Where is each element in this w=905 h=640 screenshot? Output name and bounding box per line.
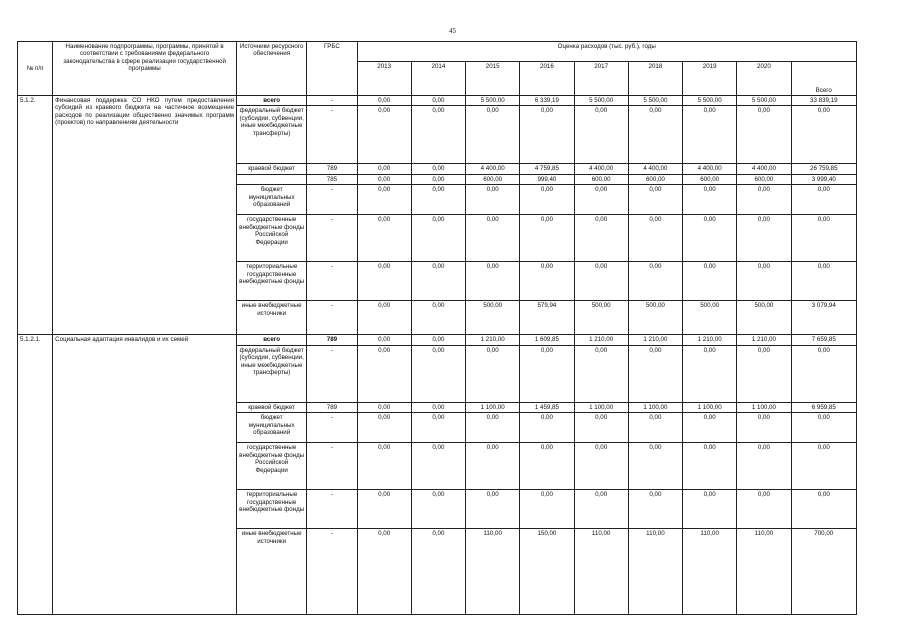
header-year: 2013 [357,62,411,96]
year-value: 0,00 [411,335,465,345]
year-value: 110,00 [574,529,628,615]
header-source: Источники ресурсного обеспечения [237,42,307,96]
year-value: 0,00 [357,443,411,490]
year-value: 600,00 [466,174,520,184]
year-value: 0,00 [357,215,411,262]
year-value: 0,00 [357,262,411,301]
row-total: 0,00 [791,345,856,402]
funding-source: государственные внебюджетные фонды Российской Федерации [237,215,307,262]
header-year: 2014 [411,62,465,96]
year-value: 0,00 [574,413,628,443]
year-value: 1 210,00 [628,335,682,345]
funding-source: бюджет муниципальных образований [237,413,307,443]
year-value: 1 100,00 [628,402,682,412]
table-row [18,335,857,345]
year-value: 0,00 [411,215,465,262]
year-value: 0,00 [411,301,465,335]
grbs-code: 789 [307,164,357,174]
row-total: 0,00 [791,413,856,443]
header-estimate: Оценка расходов (тыс. руб.), годы [357,42,856,62]
year-value: 0,00 [520,443,574,490]
year-value: 0,00 [411,345,465,402]
year-value: 0,00 [357,335,411,345]
year-value: 110,00 [628,529,682,615]
year-value: 0,00 [411,164,465,174]
program-name: Социальная адаптация инвалидов и их семей [53,335,237,615]
header-grbs: ГРБС [307,42,357,96]
funding-source: краевой бюджет [237,402,307,412]
year-value: 0,00 [411,529,465,615]
year-value: 0,00 [520,106,574,164]
header-year: 2019 [683,62,737,96]
year-value: 110,00 [683,529,737,615]
funding-source: иные внебюджетные источники [237,301,307,335]
year-value: 0,00 [520,215,574,262]
year-value: 0,00 [357,185,411,215]
year-value: 0,00 [411,443,465,490]
year-value: 500,00 [628,301,682,335]
year-value: 0,00 [466,215,520,262]
row-total: 0,00 [791,215,856,262]
year-value: 0,00 [411,402,465,412]
year-value: 0,00 [574,345,628,402]
row-total: 0,00 [791,185,856,215]
year-value: 0,00 [683,413,737,443]
grbs-code: 789 [307,402,357,412]
year-value: 5 500,00 [737,96,791,106]
grbs-code: - [307,185,357,215]
year-value: 1 100,00 [683,402,737,412]
year-value: 0,00 [628,262,682,301]
year-value: 600,00 [574,174,628,184]
year-value: 1 100,00 [466,402,520,412]
header-year: 2020 [737,62,791,96]
grbs-code: 785 [307,174,357,184]
year-value: 0,00 [737,413,791,443]
year-value: 0,00 [411,96,465,106]
year-value: 110,00 [737,529,791,615]
year-value: 0,00 [574,215,628,262]
row-total: 0,00 [791,443,856,490]
grbs-code: - [307,529,357,615]
year-value: 6 339,19 [520,96,574,106]
grbs-code: - [307,443,357,490]
year-value: 5 500,00 [628,96,682,106]
program-name: Финансовая поддержка СО НКО путем предоставления субсидий из краевого бюджета на частичное возмещение расходов по реализации общественно значимых программ (проектов) по направлениям деятельности [53,96,237,335]
year-value: 0,00 [520,413,574,443]
grbs-code: - [307,413,357,443]
year-value: 0,00 [357,529,411,615]
year-value: 999,40 [520,174,574,184]
year-value: 0,00 [683,443,737,490]
year-value: 0,00 [411,262,465,301]
year-value: 0,00 [737,106,791,164]
year-value: 0,00 [466,413,520,443]
grbs-code: - [307,215,357,262]
row-total: 0,00 [791,262,856,301]
year-value: 0,00 [466,345,520,402]
row-number: 5.1.2. [18,96,53,335]
year-value: 1 210,00 [683,335,737,345]
year-value: 5 500,00 [466,96,520,106]
year-value: 0,00 [357,345,411,402]
header-name: Наименование подпрограммы, программы, принятой в соответствии с требованиями федерального законодательства в сфере реализации государственной программы [53,42,237,96]
year-value: 500,00 [466,301,520,335]
year-value: 110,00 [466,529,520,615]
year-value: 600,00 [628,174,682,184]
header-year: 2016 [520,62,574,96]
year-value: 1 210,00 [737,335,791,345]
year-value: 0,00 [628,185,682,215]
year-value: 0,00 [357,96,411,106]
year-value: 0,00 [574,106,628,164]
year-value: 0,00 [574,185,628,215]
year-value: 0,00 [628,413,682,443]
year-value: 0,00 [683,185,737,215]
grbs-code: - [307,345,357,402]
year-value: 0,00 [683,345,737,402]
year-value: 0,00 [737,185,791,215]
grbs-code: - [307,262,357,301]
year-value: 500,00 [737,301,791,335]
year-value: 1 210,00 [574,335,628,345]
table-row [18,96,857,106]
funding-source: иные внебюджетные источники [237,529,307,615]
year-value: 0,00 [357,106,411,164]
row-total: 700,00 [791,529,856,615]
year-value: 0,00 [737,443,791,490]
year-value: 1 100,00 [737,402,791,412]
row-total: 3 999,40 [791,174,856,184]
year-value: 0,00 [520,185,574,215]
year-value: 5 500,00 [574,96,628,106]
year-value: 0,00 [357,490,411,529]
year-value: 0,00 [737,490,791,529]
funding-source: краевой бюджет [237,164,307,174]
grbs-code: - [307,301,357,335]
year-value: 0,00 [466,443,520,490]
year-value: 0,00 [411,174,465,184]
page-number: 45 [449,27,456,35]
row-total: 6 959,85 [791,402,856,412]
year-value: 0,00 [411,413,465,443]
year-value: 0,00 [628,345,682,402]
year-value: 0,00 [628,490,682,529]
year-value: 1 609,85 [520,335,574,345]
year-value: 0,00 [411,490,465,529]
year-value: 0,00 [737,345,791,402]
year-value: 0,00 [466,262,520,301]
year-value: 0,00 [466,106,520,164]
grbs-code: - [307,106,357,164]
grbs-code: - [307,96,357,106]
funding-source: бюджет муниципальных образований [237,185,307,215]
year-value: 0,00 [683,215,737,262]
year-value: 0,00 [683,490,737,529]
year-value: 4 400,00 [628,164,682,174]
row-total: 0,00 [791,106,856,164]
year-value: 4 400,00 [683,164,737,174]
year-value: 0,00 [411,185,465,215]
year-value: 0,00 [357,301,411,335]
row-total: 26 759,85 [791,164,856,174]
year-value: 500,00 [683,301,737,335]
year-value: 579,94 [520,301,574,335]
funding-source: территориальные государственные внебюджетные фонды [237,262,307,301]
year-value: 0,00 [574,490,628,529]
year-value: 1 100,00 [574,402,628,412]
year-value: 0,00 [357,402,411,412]
budget-table [17,41,857,615]
year-value: 600,00 [683,174,737,184]
year-value: 0,00 [357,174,411,184]
funding-source: федеральный бюджет (субсидии, субвенции, иные межбюджетные трансферты) [237,106,307,164]
funding-source: всего [237,96,307,106]
year-value: 0,00 [737,262,791,301]
grbs-code: - [307,490,357,529]
year-value: 150,00 [520,529,574,615]
year-value: 4 400,00 [737,164,791,174]
header-year: 2018 [628,62,682,96]
header-total: Всего [791,62,856,96]
grbs-code: 789 [307,335,357,345]
row-total: 0,00 [791,490,856,529]
year-value: 0,00 [466,490,520,529]
funding-source: государственные внебюджетные фонды Российской Федерации [237,443,307,490]
funding-source: федеральный бюджет (субсидии, субвенции, иные межбюджетные трансферты) [237,345,307,402]
year-value: 500,00 [574,301,628,335]
year-value: 0,00 [628,215,682,262]
year-value: 0,00 [520,345,574,402]
year-value: 0,00 [466,185,520,215]
row-total: 33 839,19 [791,96,856,106]
year-value: 0,00 [357,164,411,174]
row-total: 7 659,85 [791,335,856,345]
header-year: 2015 [466,62,520,96]
funding-source: территориальные государственные внебюджетные фонды [237,490,307,529]
year-value: 0,00 [357,413,411,443]
year-value: 0,00 [574,262,628,301]
year-value: 4 400,00 [466,164,520,174]
year-value: 4 400,00 [574,164,628,174]
year-value: 4 759,85 [520,164,574,174]
year-value: 0,00 [737,215,791,262]
year-value: 0,00 [574,443,628,490]
year-value: 600,00 [737,174,791,184]
header-year: 2017 [574,62,628,96]
year-value: 0,00 [520,490,574,529]
year-value: 0,00 [628,106,682,164]
year-value: 0,00 [683,262,737,301]
year-value: 0,00 [520,262,574,301]
year-value: 1 210,00 [466,335,520,345]
header-num: № п/п [18,42,53,96]
year-value: 0,00 [628,443,682,490]
year-value: 0,00 [683,106,737,164]
funding-source [237,174,307,184]
row-number: 5.1.2.1. [18,335,53,615]
year-value: 0,00 [411,106,465,164]
row-total: 3 079,94 [791,301,856,335]
funding-source: всего [237,335,307,345]
year-value: 1 459,85 [520,402,574,412]
year-value: 5 500,00 [683,96,737,106]
